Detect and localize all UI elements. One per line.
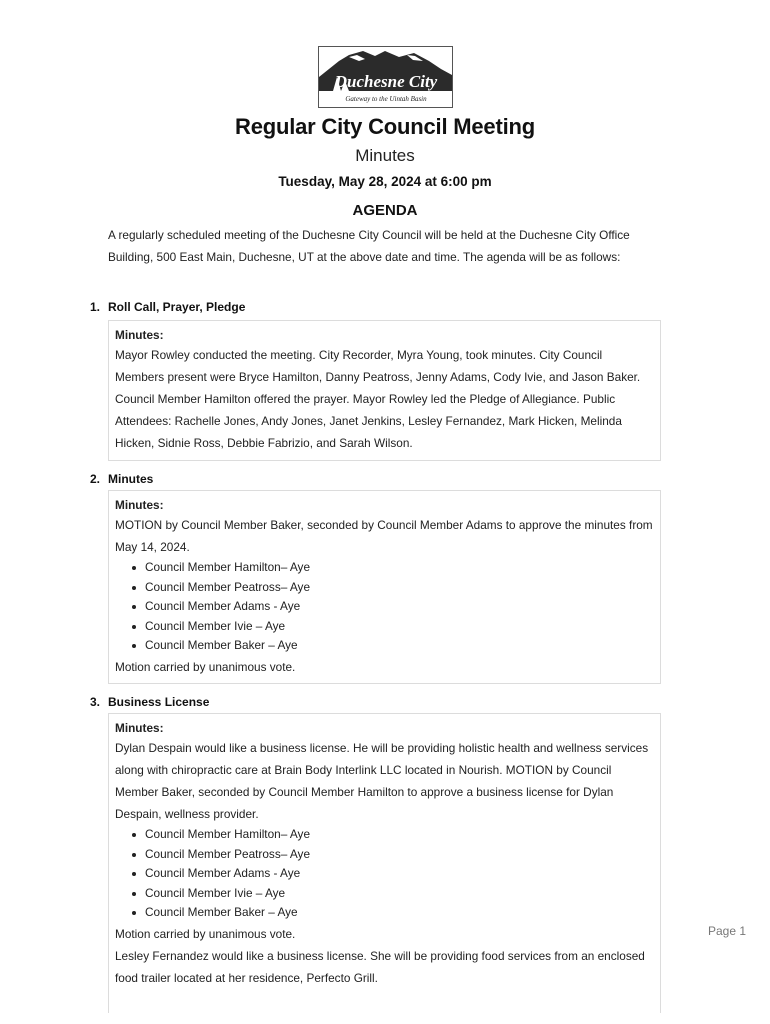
item-title: Business License [108,695,210,709]
agenda-intro: A regularly scheduled meeting of the Duchesne City Council will be held at the Duchesne City Office Building, 500 East Main, Duchesne, UT at the above date and time. The agenda will be as follows: [108,228,630,264]
vote-item: Council Member Adams - Aye [145,864,654,884]
vote-item: Council Member Adams - Aye [145,597,654,617]
vote-item: Council Member Hamilton– Aye [145,558,654,578]
minutes-label: Minutes: [115,498,164,512]
minutes-box [108,320,661,461]
motion-result: Motion carried by unanimous vote. [115,926,296,941]
agenda-item-heading [90,300,245,314]
vote-item: Council Member Baker – Aye [145,903,654,923]
page-number: Page 1 [708,924,747,938]
logo-name: Duchesne City [334,72,438,91]
item-number: 2. [90,472,101,486]
minutes-text: MOTION by Council Member Baker, seconded by Council Member Adams to approve the minutes from May 14, 2024. [115,518,653,554]
vote-item: Council Member Ivie – Aye [145,617,654,637]
item-number: 1. [90,300,101,314]
agenda-item-heading [90,472,153,486]
vote-list [115,558,654,656]
minutes-text-continued: Lesley Fernandez would like a business license. She will be providing food services from an enclosed food trailer located at her residence, Perfecto Grill. [115,948,645,985]
item-number: 3. [90,695,101,709]
minutes-text: Mayor Rowley conducted the meeting. City Recorder, Myra Young, took minutes. City Council Members present were Bryce Hamilton, Danny Peatross, Jenny Adams, Cody Ivie, and Jason Baker. Council Member Hamilton offered the prayer. Mayor Rowley led the Pledge of Allegiance. Public Attendees: Rachelle Jones, Andy Jones, Janet Jenkins, Lesley Fernandez, Mark Hicken, Melinda Hicken, Sidnie Ross, Debbie Fabrizio, and Sarah Wilson. [115,348,641,450]
minutes-text: Dylan Despain would like a business license. He will be providing holistic health and wellness services along with chiropractic care at Brain Body Interlink LLC located in Nourish. MOTION by Council Member Baker, seconded by Council Member Hamilton to approve a business license for Dylan Despain, wellness provider. [115,741,649,821]
minutes-label: Minutes: [115,721,164,735]
vote-list [115,825,654,923]
minutes-box [108,490,661,684]
vote-item: Council Member Peatross– Aye [145,845,654,865]
page-subtitle: Minutes [355,146,415,165]
vote-item: Council Member Baker – Aye [145,636,654,656]
vote-item: Council Member Peatross– Aye [145,578,654,598]
motion-result: Motion carried by unanimous vote. [115,659,296,674]
minutes-box [108,713,661,1013]
agenda-heading: AGENDA [352,202,418,219]
agenda-item-heading [90,695,209,709]
item-title: Roll Call, Prayer, Pledge [108,300,246,314]
vote-item: Council Member Ivie – Aye [145,884,654,904]
page-title: Regular City Council Meeting [235,114,535,139]
meeting-date: Tuesday, May 28, 2024 at 6:00 pm [278,174,492,189]
logo-tagline: Gateway to the Uintah Basin [345,95,427,103]
city-logo [318,46,453,108]
vote-item: Council Member Hamilton– Aye [145,825,654,845]
item-title: Minutes [108,472,154,486]
minutes-label: Minutes: [115,328,164,342]
